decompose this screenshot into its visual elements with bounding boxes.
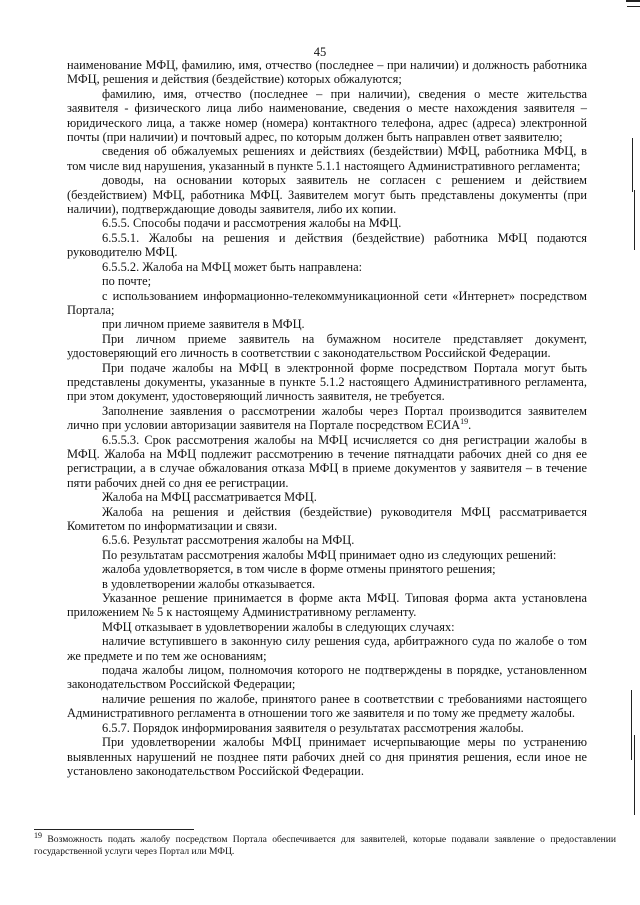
scan-edge-mark — [626, 0, 640, 2]
scan-edge-mark — [634, 190, 635, 250]
paragraph-text: фамилию, имя, отчество (последнее – при наличии), сведения о месте жительства заявителя - физического лица либо наименование, сведения о месте нахождения заявителя – юридического лица, а также номер (номера) контактного телефона, адрес (адреса) электронной почты (при наличии) и почтовый адрес, по которым должен быть направлен ответ заявителю; — [67, 86, 587, 145]
paragraph — [67, 634, 587, 663]
paragraph-text: 6.5.5.1. Жалобы на решения и действия (бездействие) работника МФЦ подаются руководителю МФЦ. — [67, 230, 587, 260]
scan-edge-mark — [632, 138, 633, 192]
paragraph-text: с использованием информационно-телекоммуникационной сети «Интернет» посредством Портала; — [67, 288, 587, 317]
footnote-text: Возможность подать жалобу посредством Портала обеспечивается для заявителей, которые подавали заявление о предоставлении государственной услуги через Портал или МФЦ. — [34, 834, 616, 857]
footnote-separator — [34, 829, 194, 830]
paragraph — [67, 361, 587, 404]
paragraph — [67, 591, 587, 620]
paragraph-text: сведения об обжалуемых решениях и действиях (бездействии) МФЦ, работника МФЦ, в том числе вид нарушения, указанный в пункте 5.1.1 настоящего Административного регламента; — [67, 144, 587, 173]
page-number: 45 — [313, 45, 327, 59]
paragraph-text: МФЦ отказывает в удовлетворении жалобы в следующих случаях: — [102, 619, 455, 634]
paragraph-text: При личном приеме заявитель на бумажном носителе представляет документ, удостоверяющий его личность в соответствии с законодательством Российской Федерации. — [67, 331, 587, 361]
paragraph-text: Заполнение заявления о рассмотрении жалобы через Портал производится заявителем лично при условии авторизации заявителя на Портале посредством ЕСИА — [67, 403, 587, 433]
paragraph-text: наличие решения по жалобе, принятого ранее в соответствии с требованиями настоящего Административного регламента в отношении того же заявителя и по тому же предмету жалобы. — [67, 691, 587, 721]
paragraph-text: по почте; — [102, 274, 152, 289]
paragraph-text: подача жалобы лицом, полномочия которого не подтверждены в порядке, установленном законодательством Российской Федерации; — [67, 663, 587, 692]
paragraph — [67, 735, 587, 778]
paragraph — [67, 663, 587, 692]
paragraph — [67, 562, 587, 576]
paragraph-text: 6.5.5. Способы подачи и рассмотрения жалобы на МФЦ. — [102, 216, 402, 231]
paragraph — [67, 404, 587, 433]
paragraph — [67, 87, 587, 145]
scan-edge-mark — [627, 6, 640, 7]
paragraph — [67, 433, 587, 491]
paragraph — [67, 577, 587, 591]
scan-edge-mark — [634, 735, 635, 815]
paragraph — [67, 144, 587, 173]
paragraph-text: 6.5.5.3. Срок рассмотрения жалобы на МФЦ исчисляется со дня регистрации жалобы в МФЦ. Жалоба на МФЦ подлежит рассмотрению в течение пятнадцати рабочих дней со дня ее регистрации, а в случае обжалования отказа МФЦ в приеме документов у заявителя – в течение пяти рабочих дней со дня ее регистрации. — [67, 432, 587, 490]
paragraph-text: доводы, на основании которых заявитель не согласен с решением и действием (бездействием) МФЦ, работника МФЦ. Заявителем могут быть представлены документы (при наличии), подтверждающие доводы заявителя, либо их копии. — [67, 173, 587, 217]
paragraph — [67, 721, 587, 735]
paragraph — [67, 58, 587, 87]
paragraph — [67, 231, 587, 260]
paragraph — [67, 332, 587, 361]
paragraph — [67, 216, 587, 230]
body-text — [67, 58, 587, 778]
paragraph — [67, 692, 587, 721]
paragraph — [67, 620, 587, 634]
paragraph-text: По результатам рассмотрения жалобы МФЦ принимает одно из следующих решений: — [102, 547, 557, 562]
paragraph-text: Жалоба на решения и действия (бездействие) руководителя МФЦ рассматривается Комитетом по информатизации и связи. — [67, 504, 587, 533]
paragraph-text: Указанное решение принимается в форме акта МФЦ. Типовая форма акта установлена приложением № 5 к настоящему Административному регламенту. — [67, 591, 587, 620]
paragraph — [67, 533, 587, 547]
paragraph — [67, 505, 587, 534]
paragraph-text: наименование МФЦ, фамилию, имя, отчество (последнее – при наличии) и должность работника МФЦ, решения и действия (бездействие) которых обжалуются; — [67, 58, 587, 87]
footnote-mark: 19 — [34, 830, 42, 840]
paragraph-text: 6.5.7. Порядок информирования заявителя о результатах рассмотрения жалобы. — [102, 720, 524, 735]
paragraph-text: Жалоба на МФЦ рассматривается МФЦ. — [102, 490, 317, 505]
paragraph-tail: . — [468, 418, 472, 433]
paragraph-text: при личном приеме заявителя в МФЦ. — [102, 317, 305, 332]
footnote — [34, 830, 616, 858]
paragraph-text: в удовлетворении жалобы отказывается. — [102, 576, 316, 591]
paragraph-text: 6.5.6. Результат рассмотрения жалобы на МФЦ. — [102, 533, 355, 548]
paragraph-text: 6.5.5.2. Жалоба на МФЦ может быть направлена: — [102, 259, 363, 274]
paragraph — [67, 548, 587, 562]
footnote-reference: 19 — [460, 417, 469, 427]
paragraph — [67, 274, 587, 288]
scan-edge-mark — [631, 690, 632, 760]
paragraph-text: При удовлетворении жалобы МФЦ принимает исчерпывающие меры по устранению выявленных нарушений не позднее пяти рабочих дней со дня принятия решения, если иное не установлено законодательством Российской Федерации. — [67, 735, 587, 778]
paragraph — [67, 260, 587, 274]
paragraph-text: При подаче жалобы на МФЦ в электронной форме посредством Портала могут быть представлены документы, указанные в пункте 5.1.2 настоящего Административного регламента, при этом документ, удостоверяющий личность заявителя, не требуется. — [67, 360, 587, 404]
paragraph-text: наличие вступившего в законную силу решения суда, арбитражного суда по жалобе о том же предмете и по тем же основаниям; — [67, 634, 587, 663]
paragraph — [67, 317, 587, 331]
paragraph — [67, 173, 587, 216]
paragraph-text: жалоба удовлетворяется, в том числе в форме отмены принятого решения; — [102, 562, 496, 577]
paragraph — [67, 490, 587, 504]
paragraph — [67, 289, 587, 318]
